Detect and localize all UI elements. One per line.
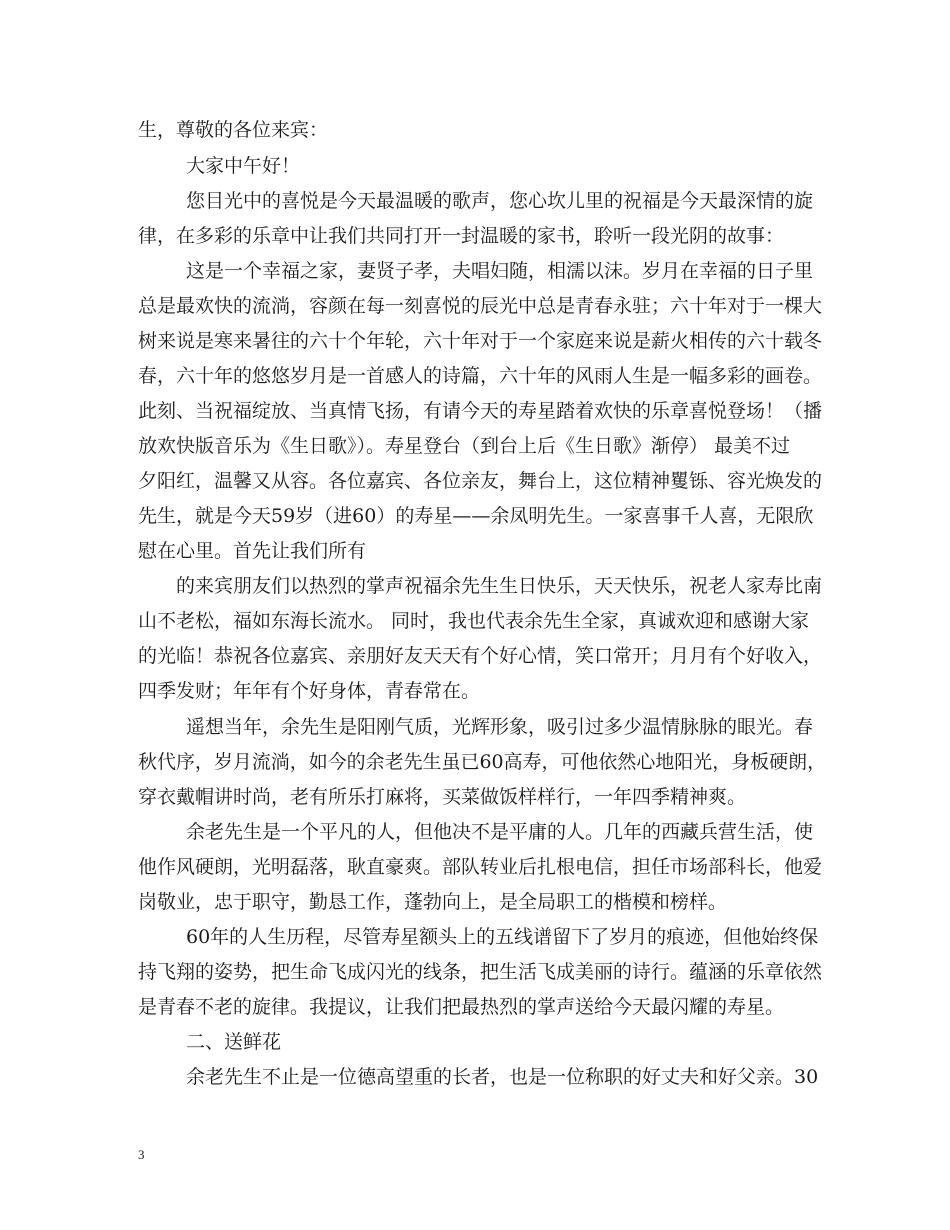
text-line: 先生，就是今天59岁（进60）的寿星——余凤明先生。一家喜事千人喜，无限欣 bbox=[138, 505, 814, 527]
text-line: 余老先生不止是一位德高望重的长者，也是一位称职的好丈夫和好父亲。30 bbox=[186, 1066, 819, 1088]
text-line: 60年的人生历程，尽管寿星额头上的五线谱留下了岁月的痕迹，但他始终保 bbox=[186, 926, 819, 948]
text-line: 总是最欢快的流淌，容颜在每一刻喜悦的辰光中总是青春永驻；六十年对于一棵大 bbox=[138, 295, 823, 317]
text-line: 这是一个幸福之家，妻贤子孝，夫唱妇随，相濡以沫。岁月在幸福的日子里 bbox=[186, 260, 814, 282]
text-line: 慰在心里。首先让我们所有 bbox=[138, 540, 367, 562]
text-line: 他作风硬朗，光明磊落，耿直豪爽。部队转业后扎根电信，担任市场部科长，他爱 bbox=[138, 856, 823, 878]
text-line: 岗敬业，忠于职守，勤恳工作，蓬勃向上，是全局职工的楷模和榜样。 bbox=[138, 891, 728, 913]
text-line: 的来宾朋友们以热烈的掌声祝福余先生生日快乐，天天快乐，祝老人家寿比南 bbox=[176, 575, 823, 597]
text-line: 遥想当年，余先生是阳刚气质，光辉形象，吸引过多少温情脉脉的眼光。春 bbox=[186, 716, 814, 738]
text-line: 秋代序，岁月流淌，如今的余老先生虽已60高寿，可他依然心地阳光，身板硬朗， bbox=[138, 751, 827, 773]
text-line: 夕阳红，温馨又从容。各位嘉宾、各位亲友，舞台上，这位精神矍铄、容光焕发的 bbox=[138, 470, 823, 492]
text-line: 是青春不老的旋律。我提议，让我们把最热烈的掌声送给今天最闪耀的寿星。 bbox=[138, 996, 785, 1018]
text-line: 春，六十年的悠悠岁月是一首感人的诗篇，六十年的风雨人生是一幅多彩的画卷。 bbox=[138, 365, 823, 387]
text-line: 树来说是寒来暑往的六十个年轮，六十年对于一个家庭来说是薪火相传的六十载冬 bbox=[138, 330, 823, 352]
text-line: 余老先生是一个平凡的人，但他决不是平庸的人。几年的西藏兵营生活，使 bbox=[186, 821, 814, 843]
text-line: 四季发财；年年有个好身体，青春常在。 bbox=[138, 680, 481, 702]
text-line: 生，尊敬的各位来宾： bbox=[138, 119, 329, 141]
text-line: 此刻、当祝福绽放、当真情飞扬，有请今天的寿星踏着欢快的乐章喜悦登场！（播 bbox=[138, 400, 823, 422]
text-line: 的光临！恭祝各位嘉宾、亲朋好友天天有个好心情，笑口常开；月月有个好收入， bbox=[138, 645, 823, 667]
text-line: 穿衣戴帽讲时尚，老有所乐打麻将，买菜做饭样样行，一年四季精神爽。 bbox=[138, 786, 747, 808]
page-number: 3 bbox=[138, 1147, 145, 1162]
text-line: 放欢快版音乐为《生日歌》）。寿星登台（到台上后《生日歌》渐停） 最美不过 bbox=[138, 435, 791, 457]
section-heading: 二、送鲜花 bbox=[186, 1031, 282, 1053]
text-line: 持飞翔的姿势，把生命飞成闪光的线条，把生活飞成美丽的诗行。蕴涵的乐章依然 bbox=[138, 961, 823, 983]
text-line: 律，在多彩的乐章中让我们共同打开一封温暖的家书，聆听一段光阴的故事： bbox=[138, 225, 785, 247]
text-line: 您目光中的喜悦是今天最温暖的歌声，您心坎儿里的祝福是今天最深情的旋 bbox=[186, 190, 814, 212]
text-line: 大家中午好！ bbox=[186, 155, 301, 177]
text-line: 山不老松，福如东海长流水。 同时，我也代表余先生全家，真诚欢迎和感谢大家 bbox=[138, 610, 810, 632]
